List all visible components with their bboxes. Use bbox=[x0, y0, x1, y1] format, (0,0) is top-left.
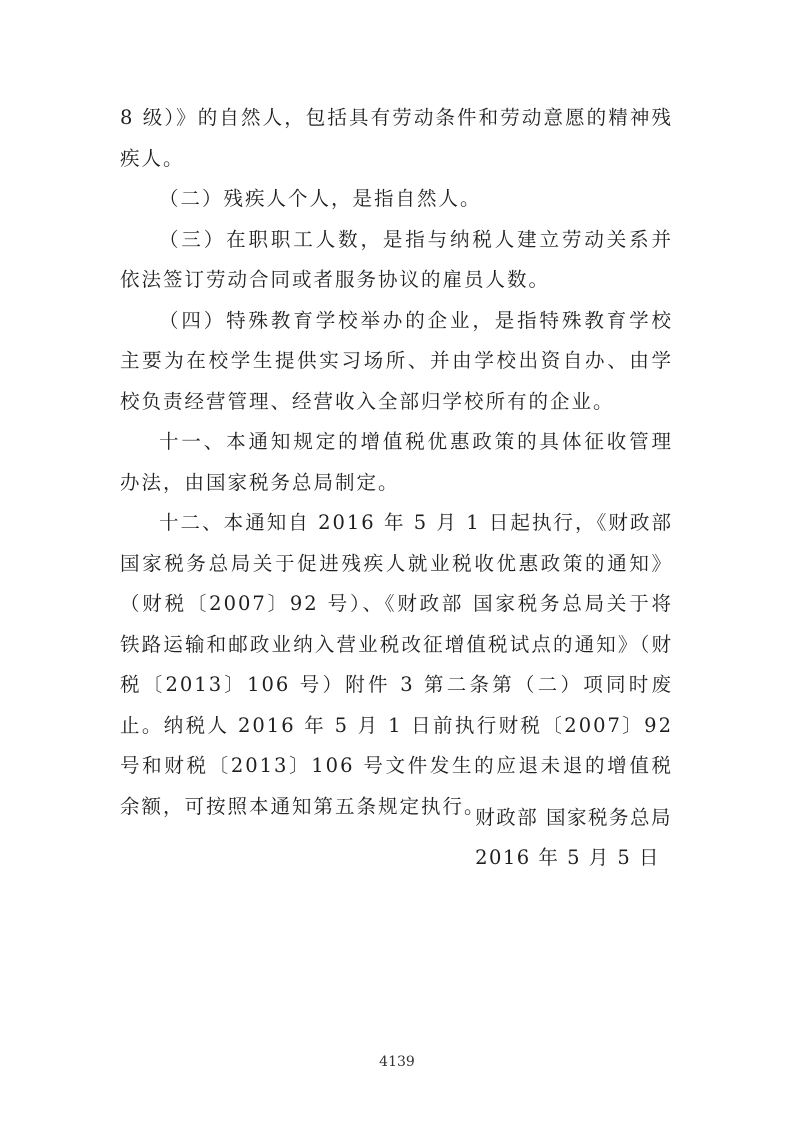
signature-issuer: 财政部 国家税务总局 bbox=[475, 806, 672, 829]
page-number: 4139 bbox=[379, 1054, 415, 1070]
signature-date: 2016 年 5 月 5 日 bbox=[475, 846, 660, 869]
paragraph-item-2: （二）残疾人个人，是指自然人。 bbox=[159, 187, 482, 210]
paragraph-item-4: （四）特殊教育学校举办的企业，是指特殊教育学校主要为在校学生提供实习场所、并由学校出资自办、由学校负责经营管理、经营收入全部归学校所有的企业。 bbox=[120, 308, 673, 413]
paragraph-continuation: 8 级）》的自然人，包括具有劳动条件和劳动意愿的精神残疾人。 bbox=[120, 106, 673, 170]
paragraph-item-3: （三）在职职工人数，是指与纳税人建立劳动关系并依法签订劳动合同或者服务协议的雇员人数。 bbox=[120, 227, 673, 291]
document-body bbox=[120, 98, 673, 827]
paragraph-article-11: 十一、本通知规定的增值税优惠政策的具体征收管理办法，由国家税务总局制定。 bbox=[120, 430, 673, 494]
paragraph-article-12: 十二、本通知自 2016 年 5 月 1 日起执行，《财政部 国家税务总局关于促进残疾人就业税收优惠政策的通知》（财税〔2007〕92 号）、《财政部 国家税务总局关于将铁路运输和邮政业纳入营业税改征增值税试点的通知》（财税〔2013〕106 号）附件 3 第二条第（二）项同时废止。纳税人 2016 年 5 月 1 日前执行财税〔2007〕92 号和财税〔2013〕106 号文件发生的应退未退的增值税余额，可按照本通知第五条规定执行。 bbox=[120, 511, 673, 818]
